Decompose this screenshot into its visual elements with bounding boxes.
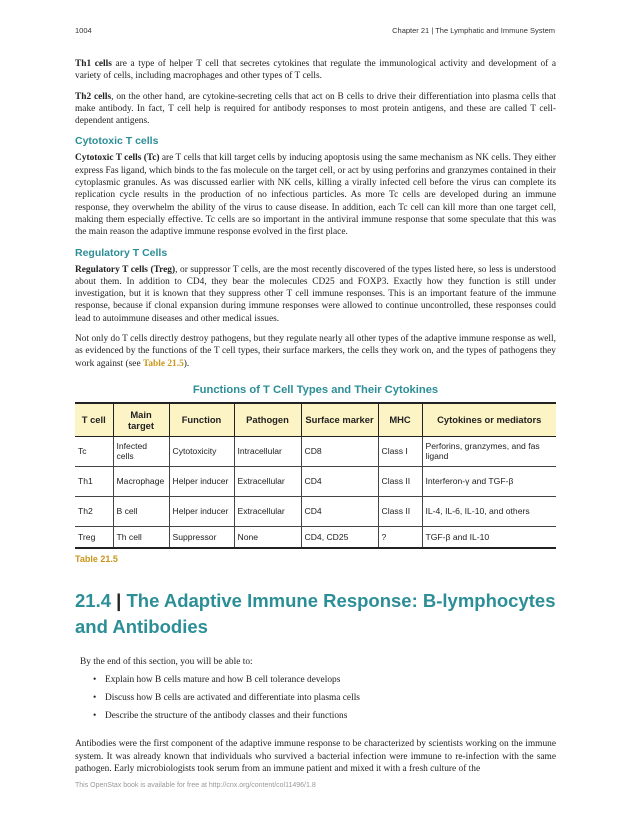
objectives-intro: By the end of this section, you will be able to: bbox=[80, 656, 253, 667]
table-row bbox=[75, 496, 556, 526]
th1-term: Th1 cells bbox=[75, 59, 112, 69]
cytotoxic-heading: Cytotoxic T cells bbox=[75, 135, 159, 148]
summary-end: ). bbox=[183, 358, 190, 369]
objective-text: Explain how B cells mature and how B cell tolerance develops bbox=[105, 675, 341, 686]
table-reference-link[interactable]: Table 21.5 bbox=[142, 358, 184, 369]
header-t-cell: T cell bbox=[75, 403, 113, 437]
th2-text: , on the other hand, are cytokine-secreting cells that act on B cells to drive their differentiation into plasma cells that make antibody. In fact, T cell help is required for antibody responses to most protein antigens, and these are called T cell-dependent antigens. bbox=[75, 91, 556, 127]
list-item bbox=[95, 692, 556, 704]
header-mhc: MHC bbox=[378, 403, 422, 437]
table-cell: CD4 bbox=[301, 496, 378, 526]
page-content bbox=[75, 58, 556, 783]
header-surface-marker: Surface marker bbox=[301, 403, 378, 437]
table-cell: Helper inducer bbox=[169, 496, 234, 526]
section-title: The Adaptive Immune Response: B-lymphocytes and Antibodies bbox=[75, 589, 556, 637]
table-cell: Extracellular bbox=[234, 496, 301, 526]
table-cell: Th2 bbox=[75, 496, 113, 526]
table-cell: Th1 bbox=[75, 466, 113, 496]
regulatory-text: , or suppressor T cells, are the most recently discovered of the types listed here, so less is understood about them. In addition to CD4, they bear the molecules CD25 and FOXP3. Exactly how they function is still under investigation, but it is known that they suppress other T cell immune responses. This is an important feature of the immune response, because if clonal expansion during immune responses were allowed to continue uncontrolled, these responses could lead to autoimmune diseases and other medical issues. bbox=[75, 264, 556, 324]
regulatory-heading: Regulatory T Cells bbox=[75, 246, 168, 259]
header-pathogen: Pathogen bbox=[234, 403, 301, 437]
running-head bbox=[75, 26, 555, 38]
table-cell: Class II bbox=[378, 466, 422, 496]
chapter-title: Chapter 21 | The Lymphatic and Immune System bbox=[392, 26, 555, 35]
section-number: 21.4 bbox=[75, 589, 112, 611]
list-item bbox=[95, 674, 556, 686]
table-cell: Class II bbox=[378, 496, 422, 526]
bullet-icon: • bbox=[93, 693, 97, 704]
table-cell: Cytotoxicity bbox=[169, 436, 234, 466]
footer-note: This OpenStax book is available for free at http://cnx.org/content/col11496/1.8 bbox=[75, 782, 316, 789]
objectives-list bbox=[80, 674, 556, 722]
table-cell: Infected cells bbox=[113, 436, 169, 466]
table-cell: Class I bbox=[378, 436, 422, 466]
table-row bbox=[75, 526, 556, 548]
table-cell: Treg bbox=[75, 526, 113, 548]
table-row bbox=[75, 466, 556, 496]
table-cell: Intracellular bbox=[234, 436, 301, 466]
learning-objectives bbox=[80, 656, 556, 722]
table-cell: CD4 bbox=[301, 466, 378, 496]
bullet-icon: • bbox=[93, 675, 97, 686]
table-title: Functions of T Cell Types and Their Cytokines bbox=[192, 383, 439, 396]
table-cell: Tc bbox=[75, 436, 113, 466]
table-cell: Th cell bbox=[113, 526, 169, 548]
header-main-target: Main target bbox=[113, 403, 169, 437]
table-cell: Perforins, granzymes, and fas ligand bbox=[422, 436, 556, 466]
objective-text: Discuss how B cells are activated and differentiate into plasma cells bbox=[105, 693, 360, 704]
th2-paragraph bbox=[75, 91, 556, 128]
antibodies-intro-paragraph: Antibodies were the first component of the adaptive immune response to be characterized by scientists working on the immune system. It was already known that individuals who survived a bacterial infection were immune to re-infection with the same pathogen. Early microbiologists took serum from an immune patient and mixed it with a fresh culture of the bbox=[75, 739, 556, 774]
table-cell: CD4, CD25 bbox=[301, 526, 378, 548]
cytotoxic-text: are T cells that kill target cells by inducing apoptosis using the same mechanism as NK cells. They either express Fas ligand, which binds to the fas molecule on the target cell, or act by using perforins and granzymes contained in their cytoplasmic granules. As was discussed earlier with NK cells, killing a virally infected cell before the virus can complete its replication cycle results in the production of no infectious particles. As more Tc cells are developed during an immune response, they overwhelm the ability of the virus to cause disease. In addition, each Tc cell can kill more than one target cell, making them especially effective. Tc cells are so important in the antiviral immune response that some speculate that this was the main reason the adaptive immune response evolved in the first place. bbox=[75, 153, 556, 238]
summary-paragraph bbox=[75, 333, 556, 370]
section-separator: | bbox=[116, 589, 122, 611]
table-cell: None bbox=[234, 526, 301, 548]
table-cell: Interferon-γ and TGF-β bbox=[422, 466, 556, 496]
regulatory-term: Regulatory T cells (Treg) bbox=[75, 264, 176, 275]
cytotoxic-term: Cytotoxic T cells (Tc) bbox=[75, 153, 160, 164]
list-item bbox=[95, 710, 556, 722]
header-function: Function bbox=[169, 403, 234, 437]
table-row bbox=[75, 436, 556, 466]
summary-text: Not only do T cells directly destroy pathogens, but they regulate nearly all other types of the adaptive immune response as well, as evidenced by the functions of the T cell types, their surface markers, the cells they work on, and the types of pathogens they work against (see bbox=[75, 334, 556, 369]
table-caption: Table 21.5 bbox=[75, 553, 118, 564]
table-cell: Macrophage bbox=[113, 466, 169, 496]
table-cell: ? bbox=[378, 526, 422, 548]
cytotoxic-paragraph bbox=[75, 152, 556, 238]
table-cell: B cell bbox=[113, 496, 169, 526]
th1-paragraph bbox=[75, 58, 556, 83]
table-cell: CD8 bbox=[301, 436, 378, 466]
page-number: 1004 bbox=[75, 26, 92, 35]
table-header-row bbox=[75, 403, 556, 437]
table-cell: Extracellular bbox=[234, 466, 301, 496]
th2-term: Th2 cells bbox=[75, 91, 112, 102]
table-cell: Suppressor bbox=[169, 526, 234, 548]
section-heading bbox=[75, 588, 556, 640]
th1-text: are a type of helper T cell that secretes cytokines that regulate the immunological activity and development of a variety of cells, including macrophages and other types of T cells. bbox=[75, 59, 556, 82]
objective-text: Describe the structure of the antibody classes and their functions bbox=[105, 711, 348, 722]
t-cell-table bbox=[75, 402, 556, 549]
regulatory-paragraph bbox=[75, 264, 556, 325]
bullet-icon: • bbox=[93, 711, 97, 722]
table-cell: TGF-β and IL-10 bbox=[422, 526, 556, 548]
header-cytokines: Cytokines or mediators bbox=[422, 403, 556, 437]
table-cell: Helper inducer bbox=[169, 466, 234, 496]
table-cell: IL-4, IL-6, IL-10, and others bbox=[422, 496, 556, 526]
